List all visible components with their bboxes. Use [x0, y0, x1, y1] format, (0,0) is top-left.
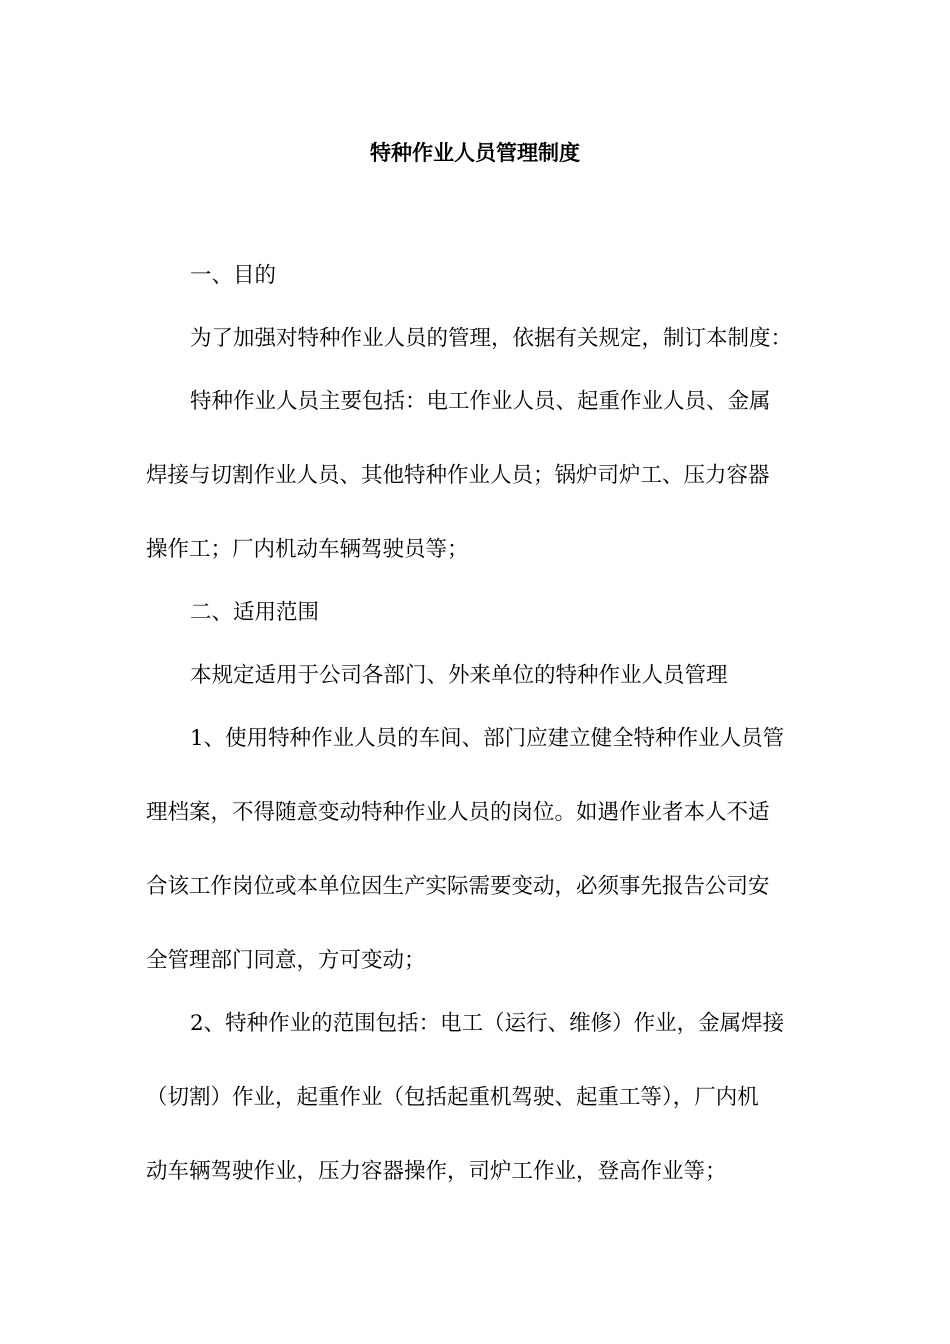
page-title: 特种作业人员管理制度: [370, 141, 580, 165]
paragraph-line: 合该工作岗位或本单位因生产实际需要变动，必须事先报告公司安: [146, 874, 770, 899]
paragraph-line: （切割）作业，起重作业（包括起重机驾驶、起重工等），厂内机: [146, 1085, 759, 1110]
paragraph-line: 本规定适用于公司各部门、外来单位的特种作业人员管理: [190, 663, 728, 688]
paragraph-line: 为了加强对特种作业人员的管理，依据有关规定，制订本制度：: [190, 326, 793, 351]
section-heading-purpose: 一、目的: [190, 263, 277, 288]
paragraph-line: 操作工；厂内机动车辆驾驶员等；: [146, 537, 469, 562]
paragraph-line: 1、使用特种作业人员的车间、部门应建立健全特种作业人员管: [190, 726, 785, 751]
paragraph-line: 焊接与切割作业人员、其他特种作业人员；锅炉司炉工、压力容器: [146, 463, 770, 488]
paragraph-line: 动车辆驾驶作业，压力容器操作，司炉工作业，登高作业等；: [146, 1159, 727, 1184]
paragraph-line: 全管理部门同意，方可变动；: [146, 948, 426, 973]
paragraph-line: 理档案，不得随意变动特种作业人员的岗位。如遇作业者本人不适: [146, 800, 770, 825]
paragraph-line: 特种作业人员主要包括：电工作业人员、起重作业人员、金属: [190, 389, 771, 414]
paragraph-line: 2、特种作业的范围包括：电工（运行、维修）作业，金属焊接: [190, 1011, 785, 1036]
section-heading-scope: 二、适用范围: [190, 600, 320, 625]
